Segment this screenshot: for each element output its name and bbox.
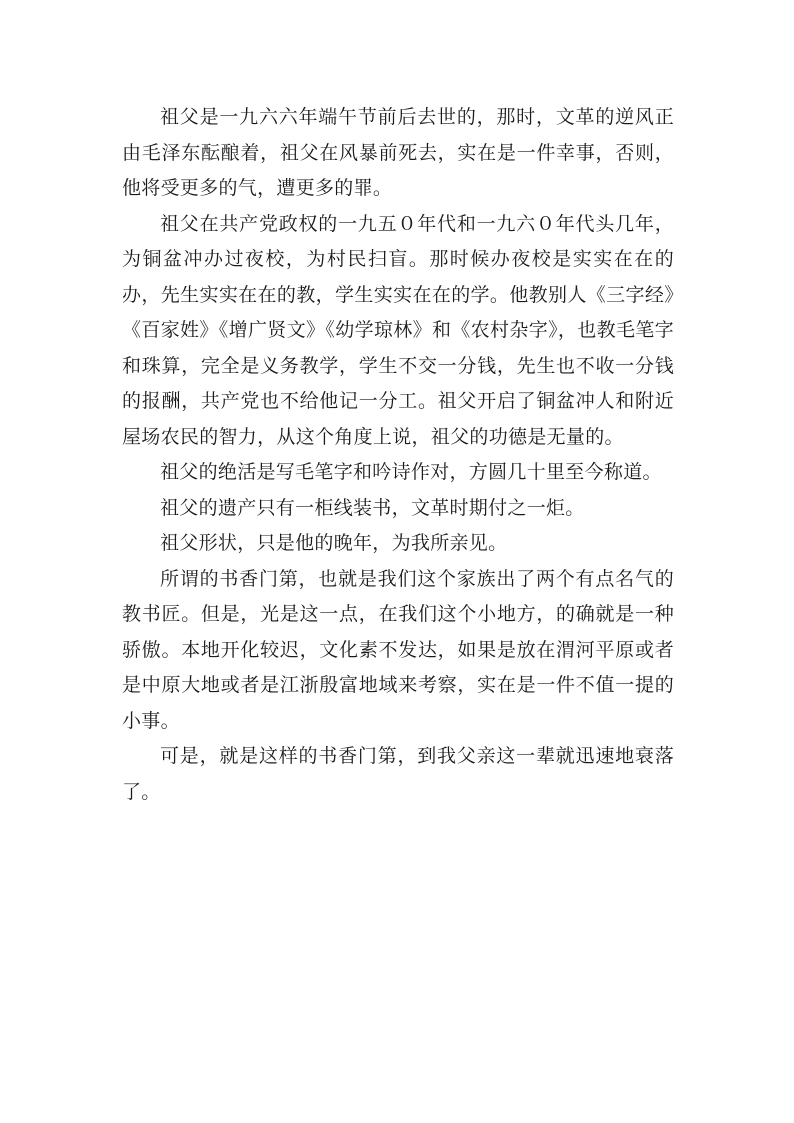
paragraph-6: 所谓的书香门第，也就是我们这个家族出了两个有点名气的教书匠。但是，光是这一点，在我们这个小地方，的确就是一种骄傲。本地开化较迟，文化素不发达，如果是放在渭河平原或者是中原大地或者是江浙殷富地域来考察，实在是一件不值一提的小事。 — [122, 567, 674, 732]
paragraph-3: 祖父的绝活是写毛笔字和吟诗作对，方圆几十里至今称道。 — [160, 461, 662, 483]
paragraph-2: 祖父在共产党政权的一九五０年代和一九六０年代头几年，为铜盆冲办过夜校，为村民扫盲。那时候办夜校是实实在在的办，先生实实在在的教，学生实实在在的学。他教别人《三字经》《百家姓》《增广贤文》《幼学琼林》和《农村杂字》，也教毛笔字和珠算，完全是义务教学，学生不交一分钱，先生也不收一分钱的报酬，共产党也不给他记一分工。祖父开启了铜盆冲人和附近屋场农民的智力，从这个角度上说，祖父的功德是无量的。 — [122, 212, 674, 448]
paragraph-7: 可是，就是这样的书香门第，到我父亲这一辈就迅速地衰落了。 — [122, 745, 674, 803]
paragraph-1: 祖父是一九六六年端午节前后去世的，那时，文革的逆风正由毛泽东酝酿着，祖父在风暴前死去，实在是一件幸事，否则，他将受更多的气，遭更多的罪。 — [122, 106, 674, 199]
paragraph-4: 祖父的遗产只有一柜线装书，文革时期付之一炬。 — [160, 496, 585, 519]
body-text — [122, 100, 674, 810]
paragraph-5: 祖父形状，只是他的晚年，为我所亲见。 — [160, 532, 508, 554]
